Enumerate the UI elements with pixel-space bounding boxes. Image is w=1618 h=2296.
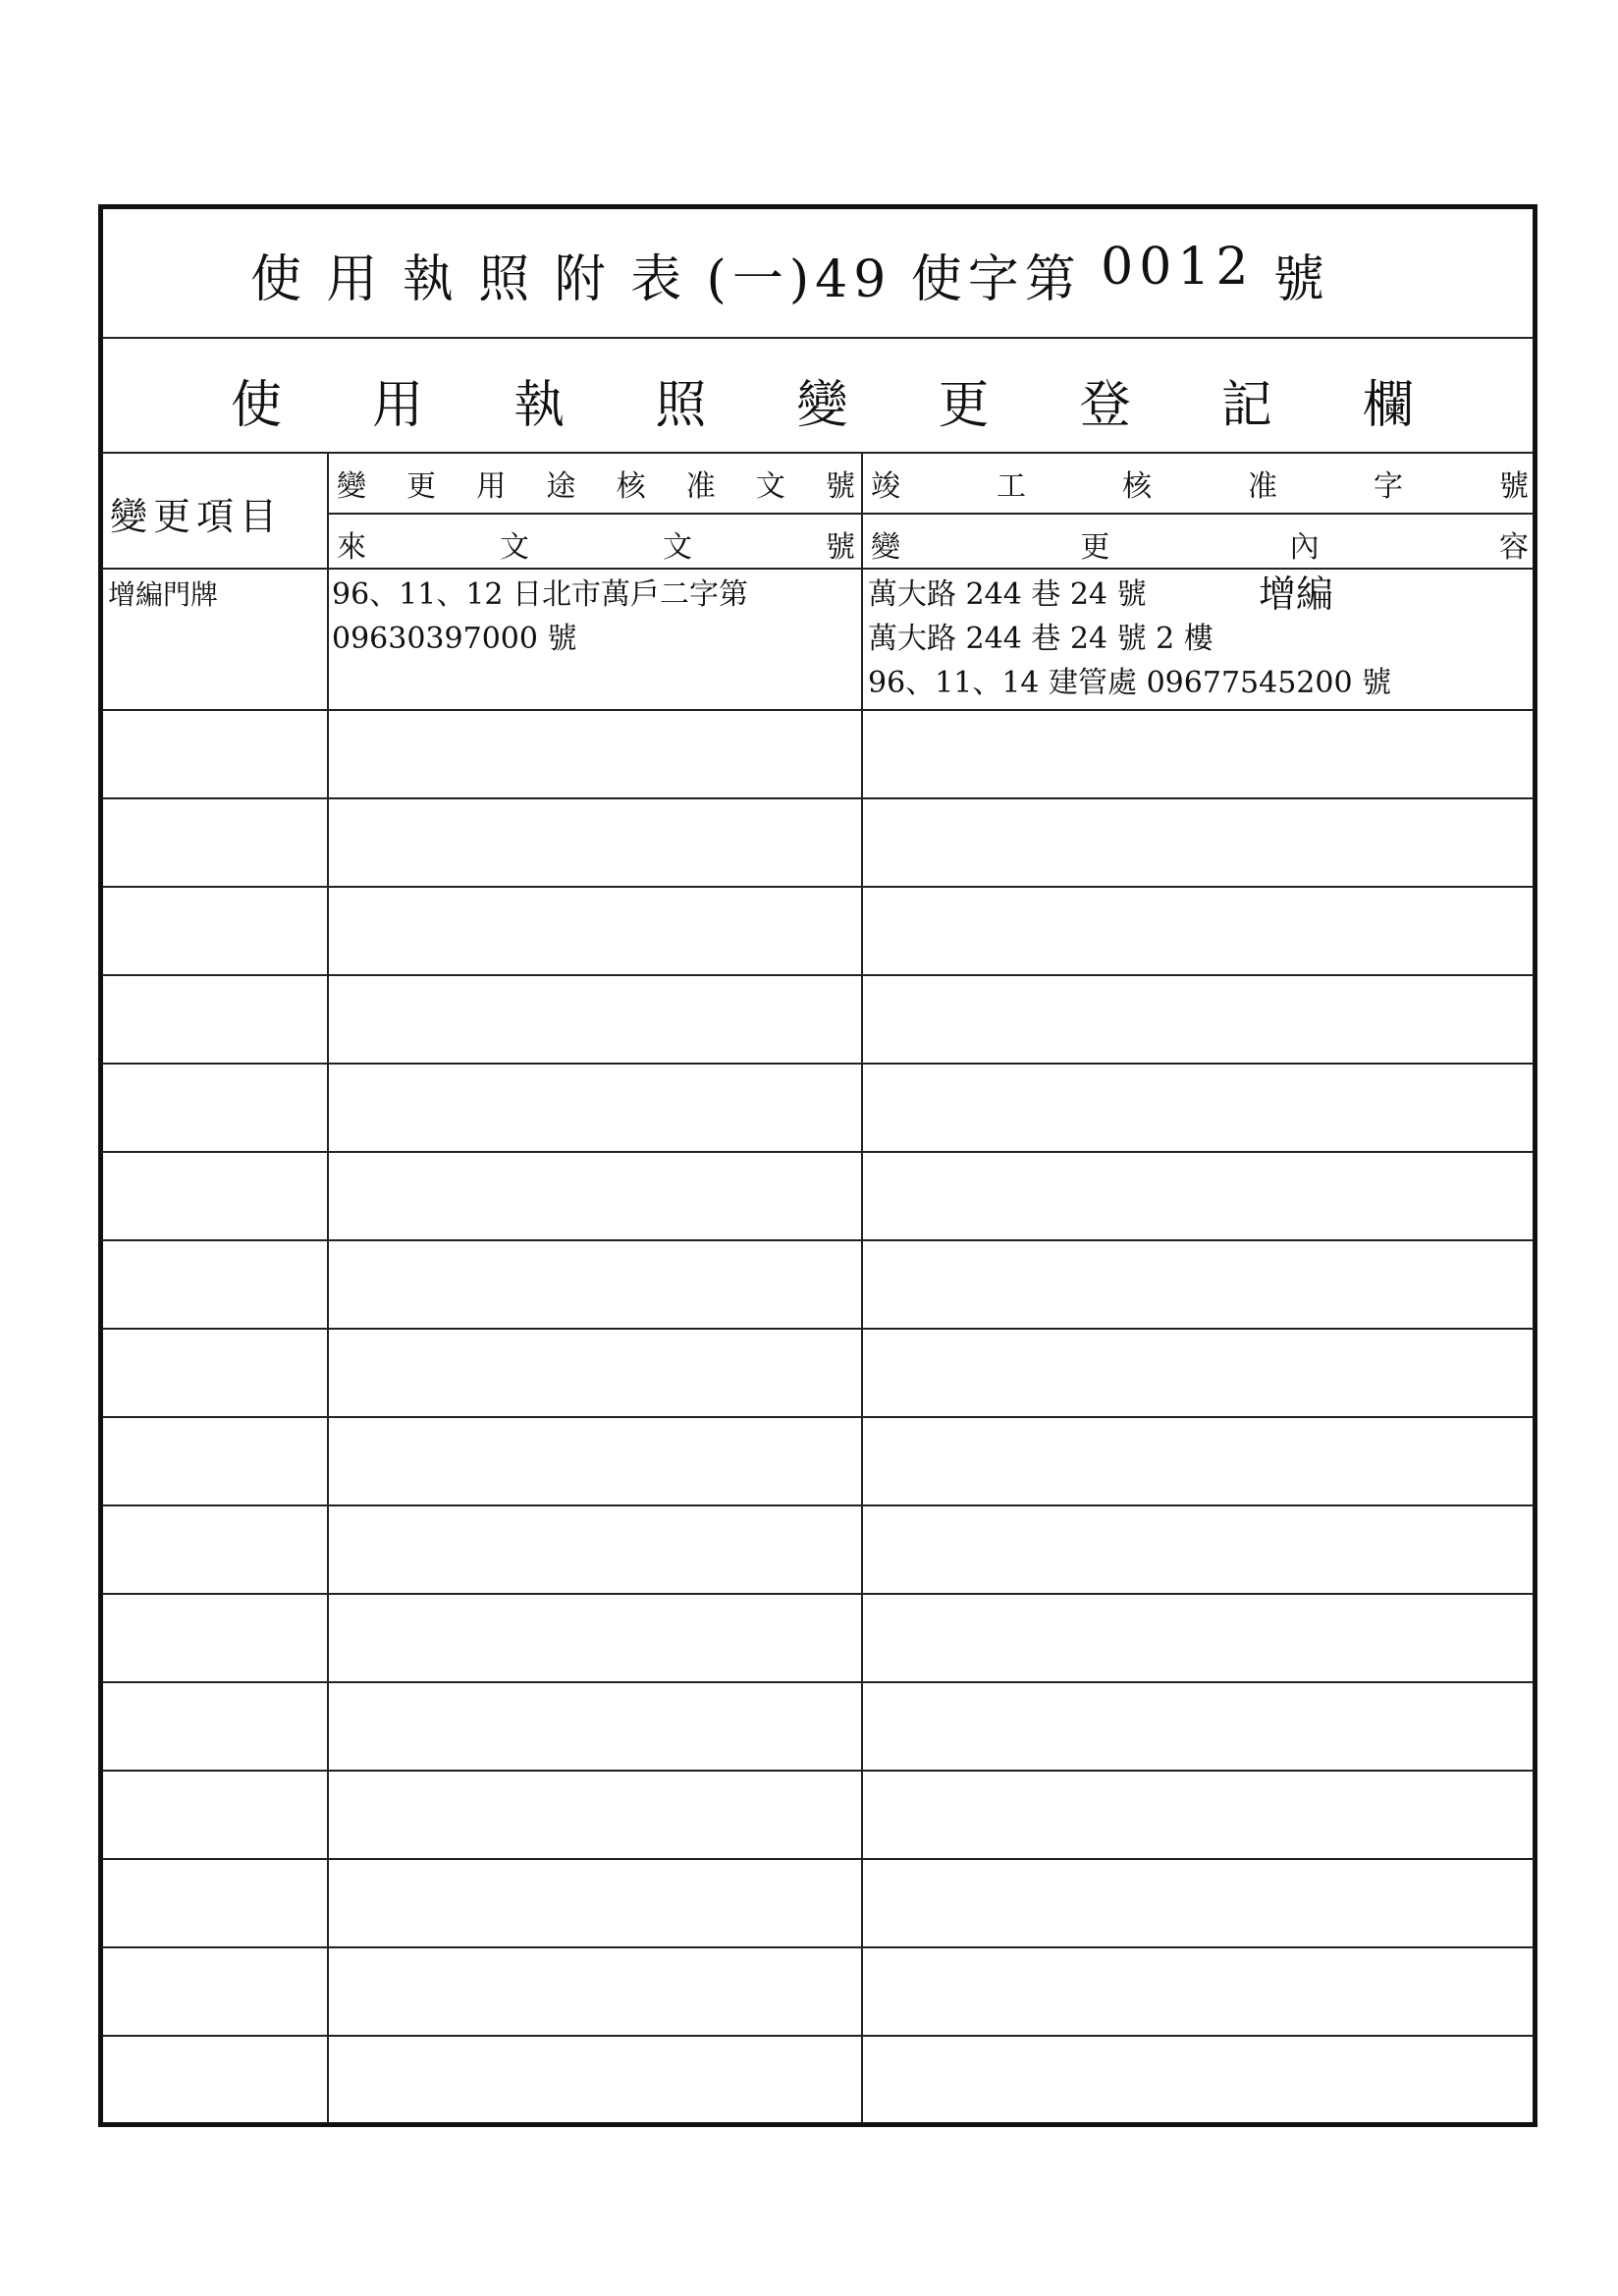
row-separator bbox=[102, 974, 1534, 976]
subtitle-char: 執 bbox=[513, 376, 566, 435]
row-separator bbox=[102, 1239, 1534, 1241]
row-separator bbox=[102, 1416, 1534, 1418]
row-separator bbox=[102, 1063, 1534, 1065]
header-incoming-number: 來 文 文 號 bbox=[337, 530, 855, 565]
title-char: 表 bbox=[630, 250, 688, 309]
column-divider bbox=[861, 452, 863, 2123]
row-item: 增編門牌 bbox=[108, 578, 219, 611]
row-separator bbox=[102, 1328, 1534, 1330]
title-char: 號 bbox=[1272, 250, 1330, 309]
row-separator bbox=[102, 1593, 1534, 1595]
column-divider bbox=[327, 452, 329, 2123]
row-separator bbox=[102, 2035, 1534, 2037]
row-content-line2: 萬大路 244 巷 24 號 2 樓 bbox=[868, 622, 1214, 656]
title-char: 使字第 bbox=[910, 250, 1082, 309]
header-item: 變更項目 bbox=[110, 495, 284, 538]
row-content-line3: 96、11、14 建管處 09677545200 號 bbox=[868, 666, 1392, 700]
row-separator bbox=[102, 1151, 1534, 1153]
title-char: 用 bbox=[326, 250, 384, 309]
subtitle-char: 用 bbox=[372, 376, 424, 435]
row-separator bbox=[102, 1946, 1534, 1948]
title-char: (一)49 bbox=[706, 250, 892, 309]
subtitle-char: 登 bbox=[1079, 376, 1131, 435]
form-title bbox=[250, 238, 1330, 311]
row-separator bbox=[102, 1504, 1534, 1506]
subtitle-char: 變 bbox=[796, 376, 848, 435]
row-document-number-line2: 09630397000 號 bbox=[332, 622, 577, 656]
header-approval-number: 變 更 用 途 核 准 文 號 bbox=[337, 469, 855, 504]
title-char: 使 bbox=[250, 250, 308, 309]
title-char: 照 bbox=[478, 250, 536, 309]
subtitle-char: 記 bbox=[1220, 376, 1272, 435]
row-separator bbox=[102, 797, 1534, 799]
subtitle-char: 使 bbox=[231, 376, 283, 435]
row-separator bbox=[102, 1858, 1534, 1860]
row-content-handwritten-note: 增編 bbox=[1259, 573, 1334, 616]
header-completion-number: 竣 工 核 准 字 號 bbox=[871, 469, 1529, 504]
row-separator bbox=[102, 886, 1534, 888]
divider bbox=[102, 337, 1534, 339]
title-char: 0012 bbox=[1101, 238, 1255, 297]
row-content-line1: 萬大路 244 巷 24 號 bbox=[868, 577, 1147, 612]
divider bbox=[102, 452, 1534, 454]
subtitle-char: 欄 bbox=[1362, 376, 1414, 435]
row-document-number-line1: 96、11、12 日北市萬戶二字第 bbox=[332, 577, 749, 612]
title-char: 附 bbox=[554, 250, 612, 309]
row-separator bbox=[102, 709, 1534, 711]
subtitle-char: 更 bbox=[938, 376, 990, 435]
row-separator bbox=[102, 1770, 1534, 1772]
header-change-content: 變 更 內 容 bbox=[871, 530, 1529, 565]
row-separator bbox=[102, 1681, 1534, 1683]
title-char: 執 bbox=[402, 250, 459, 309]
header-divider bbox=[328, 513, 1534, 515]
subtitle-char: 照 bbox=[655, 376, 707, 435]
form-subtitle bbox=[231, 363, 1414, 437]
